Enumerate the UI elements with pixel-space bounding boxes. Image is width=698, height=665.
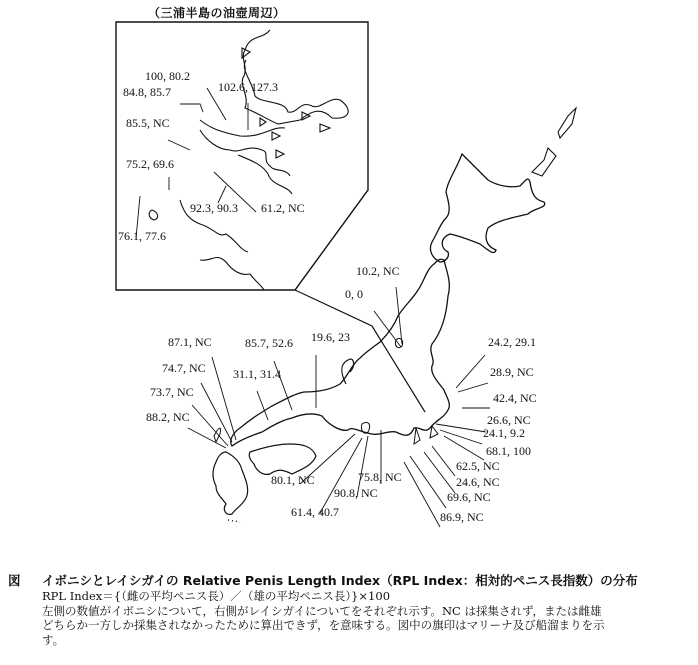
rpl-value-label: 24.1, 9.2 (483, 426, 525, 440)
caption-formula: RPL Index＝{（雌の平均ペニス長）／（雄の平均ペニス長）}×100 (42, 589, 391, 603)
rpl-value-label: 87.1, NC (168, 335, 212, 349)
rpl-value-label: 61.4, 40.7 (291, 505, 339, 519)
ryukyu-dots (228, 520, 240, 522)
rpl-value-label: 10.2, NC (356, 264, 400, 278)
inset-connector-line (295, 287, 425, 412)
rpl-value-label: 24.2, 29.1 (488, 335, 536, 349)
rpl-value-label: 100, 80.2 (145, 69, 190, 83)
rpl-value-label: 74.7, NC (162, 361, 206, 375)
rpl-value-label: 84.8, 85.7 (123, 85, 171, 99)
caption-line-2: どちらか一方しか採集されなかったために算出できず，を意味する。図中の旗印はマリーナ及び船溜まりを示 (42, 618, 605, 632)
rpl-value-label: 42.4, NC (493, 391, 537, 405)
rpl-value-label: 75.2, 69.6 (126, 157, 174, 171)
rpl-value-label: 69.6, NC (447, 490, 491, 504)
rpl-value-label: 90.8, NC (334, 486, 378, 500)
rpl-value-label: 28.9, NC (490, 365, 534, 379)
rpl-value-label: 31.1, 31.4 (233, 367, 281, 381)
inset-title: （三浦半島の油壺周辺） (148, 6, 286, 20)
caption-line-1: 左側の数値がイボニシについて，右側がレイシガイについてをそれぞれ示す。NC は採集されず，または雌雄 (42, 603, 602, 618)
caption-line-3: す。 (42, 632, 65, 647)
rpl-value-label: 86.9, NC (440, 510, 484, 524)
caption-title (8, 572, 698, 589)
caption-title-text: イボニシとレイシガイの Relative Penis Length Index（RPL Index：相対的ペニス長指数）の分布 (42, 573, 638, 588)
rpl-value-label: 61.2, NC (261, 201, 305, 215)
rpl-value-label: 26.6, NC (487, 413, 531, 427)
kuril-islands (532, 108, 576, 176)
rpl-value-label: 76.1, 77.6 (118, 229, 166, 243)
inset-frame (116, 22, 368, 290)
honshu (231, 259, 450, 446)
kyushu (213, 452, 248, 514)
rpl-value-label: 68.1, 100 (486, 444, 531, 458)
rpl-value-label: 92.3, 90.3 (190, 201, 238, 215)
figure-mark: 図 (8, 573, 21, 588)
rpl-value-label: 80.1, NC (271, 473, 315, 487)
shikoku (249, 444, 316, 474)
rpl-value-label: 24.6, NC (456, 475, 500, 489)
rpl-value-label: 62.5, NC (456, 459, 500, 473)
rpl-value-label: 75.8, NC (358, 470, 402, 484)
rpl-value-label: 0, 0 (345, 287, 363, 301)
hokkaido (430, 154, 544, 262)
rpl-value-label: 85.5, NC (126, 116, 170, 130)
rpl-value-label: 85.7, 52.6 (245, 336, 293, 350)
rpl-value-label: 102.6, 127.3 (218, 80, 278, 94)
rpl-value-label: 73.7, NC (150, 385, 194, 399)
small-islands (214, 422, 438, 444)
figure-caption (8, 572, 698, 647)
rpl-value-label: 19.6, 23 (311, 330, 350, 344)
rpl-value-label: 88.2, NC (146, 410, 190, 424)
